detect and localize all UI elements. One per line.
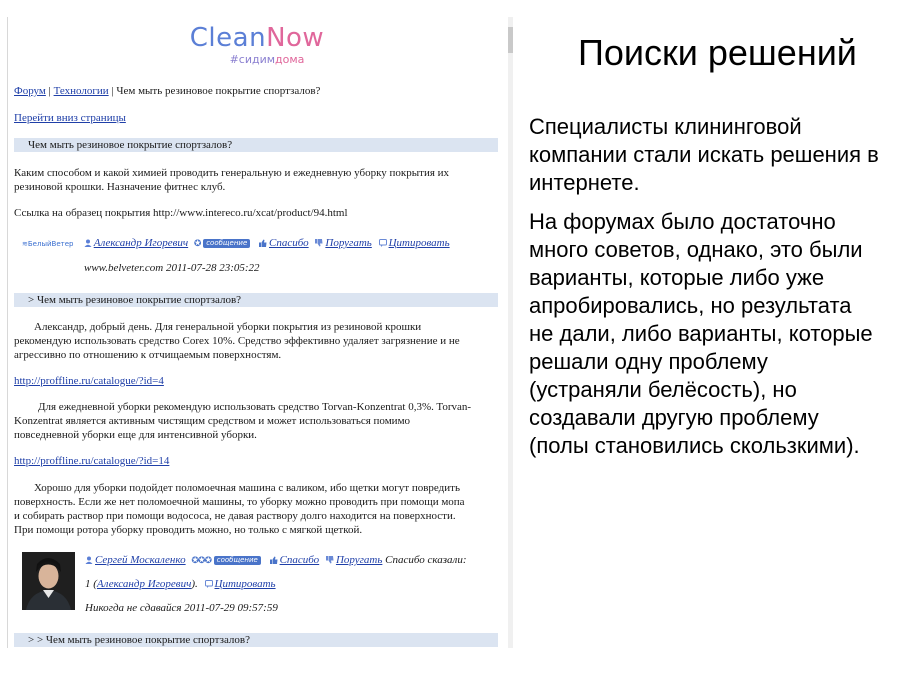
post-footer bbox=[22, 236, 450, 251]
post-text: При помощи ротора уборку проводить можно, но только с мягкой щеткой. bbox=[14, 524, 363, 536]
belveter-logo: ≋БелыйВетер bbox=[22, 240, 74, 248]
thanks-user-link[interactable]: Александр Игоревич bbox=[96, 578, 192, 590]
thanks-link[interactable]: Спасибо bbox=[279, 554, 320, 566]
post-text: агрессивно по отношению к отчищаемым поверхностям. bbox=[14, 349, 282, 361]
thanks-link[interactable]: Спасибо bbox=[269, 237, 309, 249]
post-footer bbox=[85, 553, 467, 567]
post-header-title: Чем мыть резиновое покрытие спортзалов? bbox=[28, 139, 233, 151]
post-text: и собирать раствор при помощи водососа, не давая раствору долго находится на поверхности. bbox=[14, 510, 456, 522]
quote-icon bbox=[205, 578, 213, 586]
catalogue-link[interactable]: http://proffline.ru/catalogue/?id=14 bbox=[14, 455, 170, 467]
message-badge[interactable]: сообщение bbox=[214, 556, 261, 565]
post-header-bar bbox=[14, 138, 498, 152]
user-icon bbox=[85, 554, 93, 562]
post-text: Хорошо для уборки подойдет поломоечная машина с валиком, ибо щетки могут повредить bbox=[34, 482, 460, 494]
post-header-bar bbox=[14, 293, 498, 307]
logo-home: дома bbox=[275, 53, 305, 66]
avatar bbox=[22, 552, 75, 610]
quote-link[interactable]: Цитировать bbox=[388, 237, 450, 249]
breadcrumb-tech-link[interactable]: Технологии bbox=[53, 85, 109, 97]
thumbs-up-icon bbox=[270, 554, 278, 562]
complain-link[interactable]: Поругать bbox=[335, 554, 383, 566]
post-text: Каким способом и какой химией проводить генеральную и ежедневную уборку покрытия их bbox=[14, 167, 450, 179]
scrollbar[interactable] bbox=[508, 17, 513, 648]
complain-link[interactable]: Поругать bbox=[325, 237, 372, 249]
author-link[interactable]: Сергей Москаленко bbox=[95, 554, 186, 566]
post-text: рекомендую использовать средство Corex 10%. Средство эффективно удаляет загрязнение и не bbox=[14, 335, 460, 347]
logo-clean: Clean bbox=[189, 23, 267, 53]
logo-hash: #сидим bbox=[229, 53, 276, 66]
post-header-bar bbox=[14, 633, 498, 647]
post-text: поверхность. Если же нет поломоечной машины, то уборку можно проводить при помощи мопа bbox=[14, 496, 465, 508]
post-text: Для ежедневной уборки рекомендую использовать средство Torvan-Konzentrat 0,3%. Torvan- bbox=[38, 401, 472, 413]
rank-star-icon: ✪ bbox=[193, 238, 201, 248]
message-badge[interactable]: сообщение bbox=[203, 239, 250, 248]
breadcrumb-forum-link[interactable]: Форум bbox=[14, 85, 46, 97]
author-link[interactable]: Александр Игоревич bbox=[93, 237, 189, 249]
thumbs-down-icon bbox=[315, 237, 323, 245]
quote-link[interactable]: Цитировать bbox=[214, 578, 276, 590]
slide-title: Поиски решений bbox=[578, 32, 857, 73]
rank-stars-icon: ✪✪✪ bbox=[191, 555, 211, 565]
post-text: Александр, добрый день. Для генеральной уборки покрытия из резиновой крошки bbox=[34, 321, 422, 333]
post-text: Konzentrat является активным чистящим средством и может использоваться помимо bbox=[14, 415, 411, 427]
scrollbar-thumb[interactable] bbox=[508, 27, 513, 53]
post-text: Ссылка на образец покрытия http://www.intereco.ru/xcat/product/94.html bbox=[14, 207, 348, 219]
wind-icon: ≋ bbox=[22, 240, 28, 248]
jump-to-bottom-link[interactable]: Перейти вниз страницы bbox=[14, 112, 126, 124]
post-header-title: > Чем мыть резиновое покрытие спортзалов? bbox=[28, 294, 242, 306]
post-text: повседневной уборки еще для интенсивной уборки. bbox=[14, 429, 257, 441]
post-signature: Никогда не сдавайся 2011-07-29 09:57:59 bbox=[85, 602, 278, 614]
breadcrumb: Форум | Технологии | Чем мыть резиновое покрытие спортзалов? bbox=[14, 85, 321, 97]
thumbs-down-icon bbox=[326, 554, 334, 562]
cleannow-logo bbox=[182, 23, 332, 66]
logo-now: Now bbox=[266, 23, 325, 53]
catalogue-link[interactable]: http://proffline.ru/catalogue/?id=4 bbox=[14, 375, 164, 387]
post-header-title: > > Чем мыть резиновое покрытие спортзалов? bbox=[28, 634, 250, 646]
thanks-list: 1 (Александр Игоревич). Цитировать bbox=[85, 578, 276, 590]
slide-paragraph: Специалисты клининговой компании стали искать решения в интернете. bbox=[529, 114, 879, 195]
breadcrumb-current: | Чем мыть резиновое покрытие спортзалов? bbox=[108, 85, 321, 97]
user-icon bbox=[84, 237, 92, 245]
post-text: резиновой крошки. Назначение фитнес клуб. bbox=[14, 181, 226, 193]
post-signature: www.belveter.com 2011-07-28 23:05:22 bbox=[84, 262, 260, 274]
thanks-said-label: Спасибо сказали: bbox=[385, 554, 467, 566]
thumbs-up-icon bbox=[259, 237, 267, 245]
quote-icon bbox=[379, 237, 387, 245]
forum-screenshot bbox=[7, 17, 513, 648]
slide-paragraph: На форумах было достаточно много советов, однако, это были варианты, которые либо уже апробировались, но результата не дали, либо варианты, которые решали одну проблему (устраняли белёсость), но создавали другую проблему (полы становились скользкими). bbox=[529, 209, 873, 458]
